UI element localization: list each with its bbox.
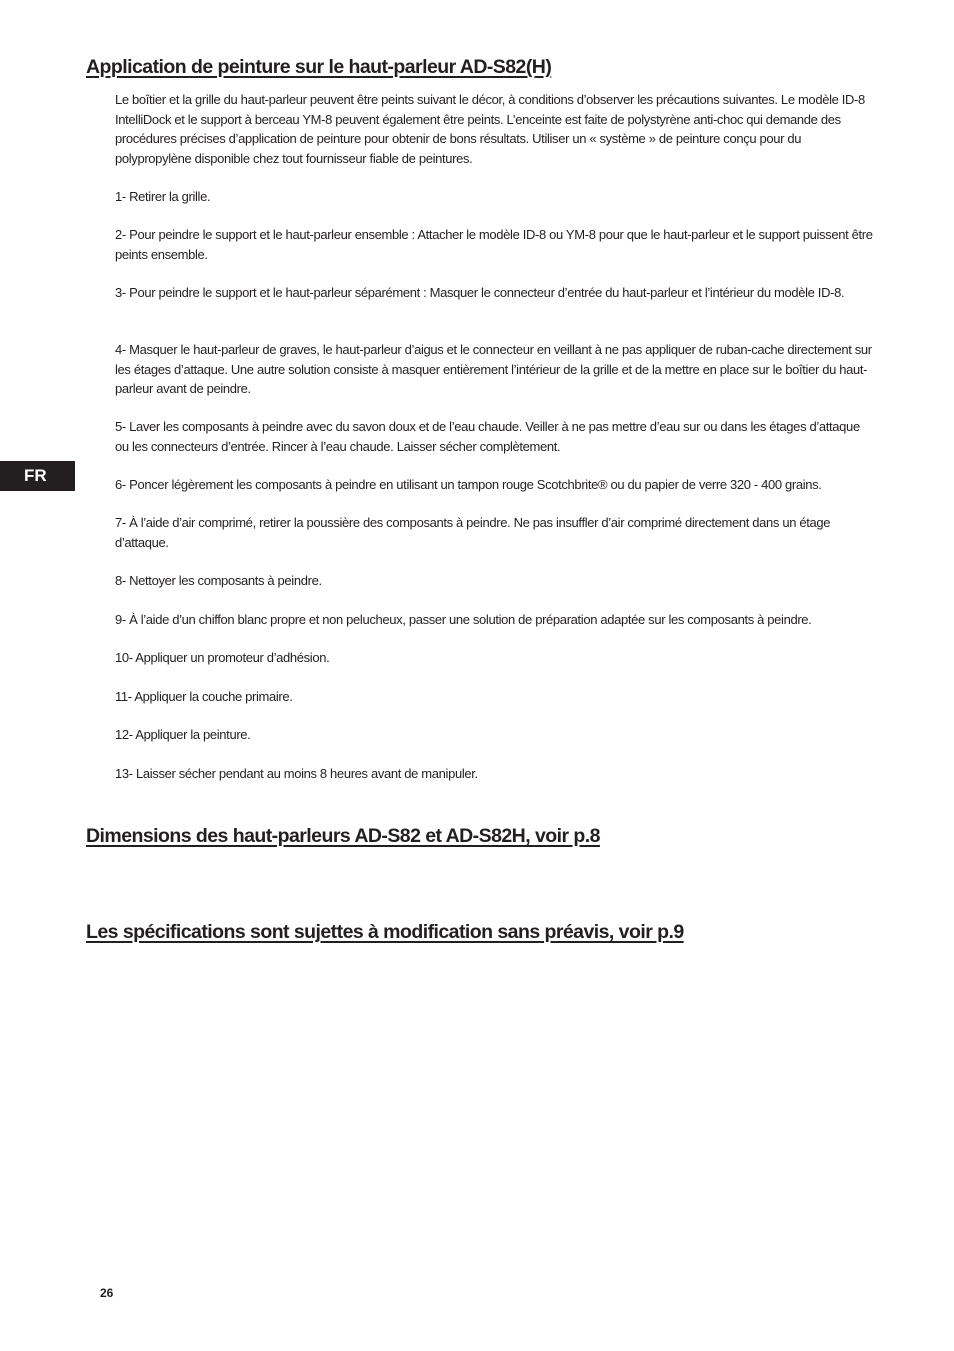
step-3: 3- Pour peindre le support et le haut-parleur séparément : Masquer le connecteur d’entrée du haut-parleur et l’intérieur du modèle ID-8. [115,285,845,300]
painting-intro-paragraph: Le boîtier et la grille du haut-parleur peuvent être peints suivant le décor, à conditions d’observer les précautions suivantes. Le modèle ID-8 IntelliDock et le support à berceau YM-8 peuvent également être peints. L’enceinte est faite de polystyrène anti-choc qui demande des procédures précises d’application de peinture pour obtenir de bons résultats. Utiliser un « système » de peinture conçu pour du polypropylène disponible chez tout fournisseur fiable de peintures. [115,92,865,166]
step-10: 10- Appliquer un promoteur d’adhésion. [115,650,330,665]
step-6: 6- Poncer légèrement les composants à peindre en utilisant un tampon rouge Scotchbrite® ou du papier de verre 320 - 400 grains. [115,477,822,492]
language-tab [0,461,75,491]
step-9: 9- À l’aide d’un chiffon blanc propre et non pelucheux, passer une solution de préparation adaptée sur les composants à peindre. [115,612,812,627]
page-number: 26 [100,1286,114,1300]
specifications-section-heading: Les spécifications sont sujettes à modification sans préavis, voir p.9 [86,921,684,943]
step-8: 8- Nettoyer les composants à peindre. [115,573,322,588]
step-11: 11- Appliquer la couche primaire. [115,689,293,704]
dimensions-section-heading: Dimensions des haut-parleurs AD-S82 et AD-S82H, voir p.8 [86,825,600,847]
step-4: 4- Masquer le haut-parleur de graves, le haut-parleur d’aigus et le connecteur en veillant à ne pas appliquer de ruban-cache directement sur les étages d’attaque. Une autre solution consiste à masquer entièrement l’intérieur de la grille et de la mettre en place sur le boîtier du haut-parleur avant de peindre. [115,342,872,396]
step-2: 2- Pour peindre le support et le haut-parleur ensemble : Attacher le modèle ID-8 ou YM-8 pour que le haut-parleur et le support puissent être peints ensemble. [115,227,873,262]
step-12: 12- Appliquer la peinture. [115,727,251,742]
step-5: 5- Laver les composants à peindre avec du savon doux et de l’eau chaude. Veiller à ne pas mettre d’eau sur ou dans les étages d’attaque ou les connecteurs d’entrée. Rincer à l’eau chaude. Laisser sécher complètement. [115,419,860,454]
language-tab-label: FR [24,466,47,485]
painting-section-heading: Application de peinture sur le haut-parleur AD-S82(H) [86,56,552,78]
step-7: 7- À l’aide d’air comprimé, retirer la poussière des composants à peindre. Ne pas insuffler d’air comprimé directement dans un étage d’attaque. [115,515,831,550]
step-1: 1- Retirer la grille. [115,189,211,204]
step-13: 13- Laisser sécher pendant au moins 8 heures avant de manipuler. [115,766,478,781]
